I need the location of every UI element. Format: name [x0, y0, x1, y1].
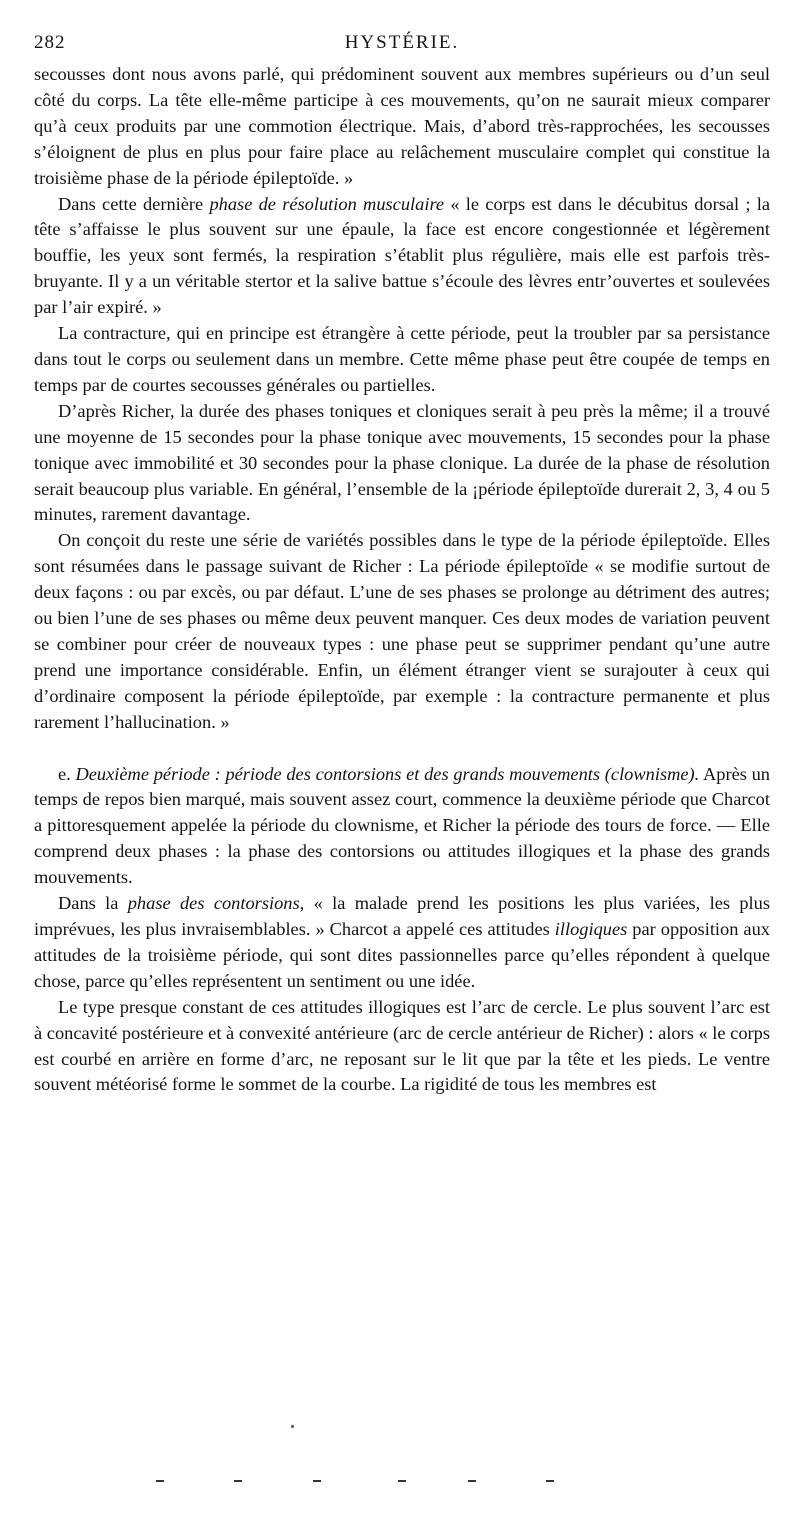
text-run: D’après Richer, la durée des phases toniques et cloniques serait à peu près la même; il a trouvé une moyenne de 15 secondes pour la phase tonique avec mouvements, 15 secondes pour la phase tonique avec immobilité et 30 secondes pour la phase clonique. La durée de la phase de résolution serait beaucoup plus variable. En général, l’ensemble de la ¡période épileptoïde durerait 2, 3, 4 ou 5 minutes, rarement davantage.: [34, 400, 770, 525]
paragraph: [34, 528, 770, 735]
text-run: Dans cette dernière: [58, 193, 210, 214]
section-paragraph-list: [34, 891, 770, 1098]
text-run: par opposition aux attitudes de la troisième période, qui sont dites passionnelles parce qu’elles répondent à quelque chose, parce qu’elles représentent un sentiment ou une idée.: [34, 919, 770, 991]
paragraph: [34, 995, 770, 1099]
paragraph-list: [34, 62, 770, 736]
text-run: La contracture, qui en principe est étrangère à cette période, peut la troubler par sa persistance dans tout le corps ou seulement dans un membre. Cette même phase peut être coupée de temps en temps par de courtes secousses générales ou partielles.: [34, 323, 770, 395]
text-run: Le type presque constant de ces attitudes illogiques est l’arc de cercle. Le plus souvent l’arc est à concavité postérieure et à convexité antérieure (arc de cercle antérieur de Richer) : alors « le corps est courbé en arrière en forme d’arc, ne reposant sur le lit que par la tête et les pieds. Le ventre souvent météorisé forme le sommet de la courbe. La rigidité de tous les membres est: [34, 996, 770, 1095]
text-run: secousses dont nous avons parlé, qui prédominent souvent aux membres supérieurs ou d’un seul côté du corps. La tête elle-même participe à ces mouvements, qu’on ne saurait mieux comparer qu’à ceux produits par une commotion électrique. Mais, d’abord très-rapprochées, les secousses s’éloignent de plus en plus pour faire place au relâchement musculaire complet qui constitue la troisième phase de la période épileptoïde. »: [34, 64, 770, 188]
section-title: Deuxième période : période des contorsions et des grands mouvements (clownisme).: [75, 763, 700, 784]
italic-phrase: illogiques: [554, 919, 628, 939]
body-text: [34, 62, 770, 1098]
paragraph: [34, 62, 770, 192]
paper-speck: [291, 1425, 294, 1428]
bottom-print-marks: [0, 1468, 800, 1488]
page-number: 282: [34, 32, 66, 53]
running-head: [34, 28, 770, 62]
italic-phrase: phase de résolution musculaire: [209, 193, 445, 214]
italic-phrase: phase des contorsions: [127, 893, 300, 914]
paragraph: [34, 321, 770, 399]
section-marker: e.: [58, 763, 76, 784]
text-run: Après un temps de repos bien marqué, mais souvent assez court, commence la deuxième période que Charcot a pittoresquement appelée la période du clownisme, et Richer la période des tours de force. — Elle comprend deux phases : la phase des contorsions ou attitudes illogiques et la phase des grands mouvements.: [34, 763, 770, 888]
section-e: [34, 762, 770, 1099]
text-run: , « la malade prend les positions les plus variées, les plus imprévues, les plus invraisemblables. » Charcot a appelé ces attitudes: [34, 893, 771, 939]
running-title: HYSTÉRIE.: [344, 32, 460, 53]
section-gap: [34, 736, 770, 762]
paragraph: [34, 192, 770, 322]
paragraph: [34, 891, 770, 995]
book-page: [34, 28, 770, 1098]
text-run: « le corps est dans le décubitus dorsal ; la tête s’affaisse le plus souvent sur une épaule, la face est encore congestionnée et légèrement bouffie, les yeux sont fermés, la respiration s’établit plus régulière, mais elle est parfois très-bruyante. Il y a un véritable stertor et la salive battue s’écoule des lèvres entr’ouvertes et soulevées par l’air expiré. »: [34, 193, 771, 318]
text-run: Dans la: [58, 893, 128, 914]
text-run: On conçoit du reste une série de variétés possibles dans le type de la période épileptoïde. Elles sont résumées dans le passage suivant de Richer : La période épileptoïde « se modifie surtout de deux façons : ou par excès, ou par défaut. L’une de ses phases se prolonge au détriment des autres; ou bien l’une de ses phases ou même deux peuvent manquer. Ces deux modes de variation peuvent se combiner pour créer de nouveaux types : une phase peut se supprimer pendant qu’une autre prend une importance considérable. Enfin, un élément étranger vient se surajouter à ceux qui d’ordinaire composent la période épileptoïde, par exemple : la contracture permanente et plus rarement l’hallucination. »: [34, 530, 770, 732]
section-heading-paragraph: [34, 762, 770, 892]
paragraph: [34, 399, 770, 529]
